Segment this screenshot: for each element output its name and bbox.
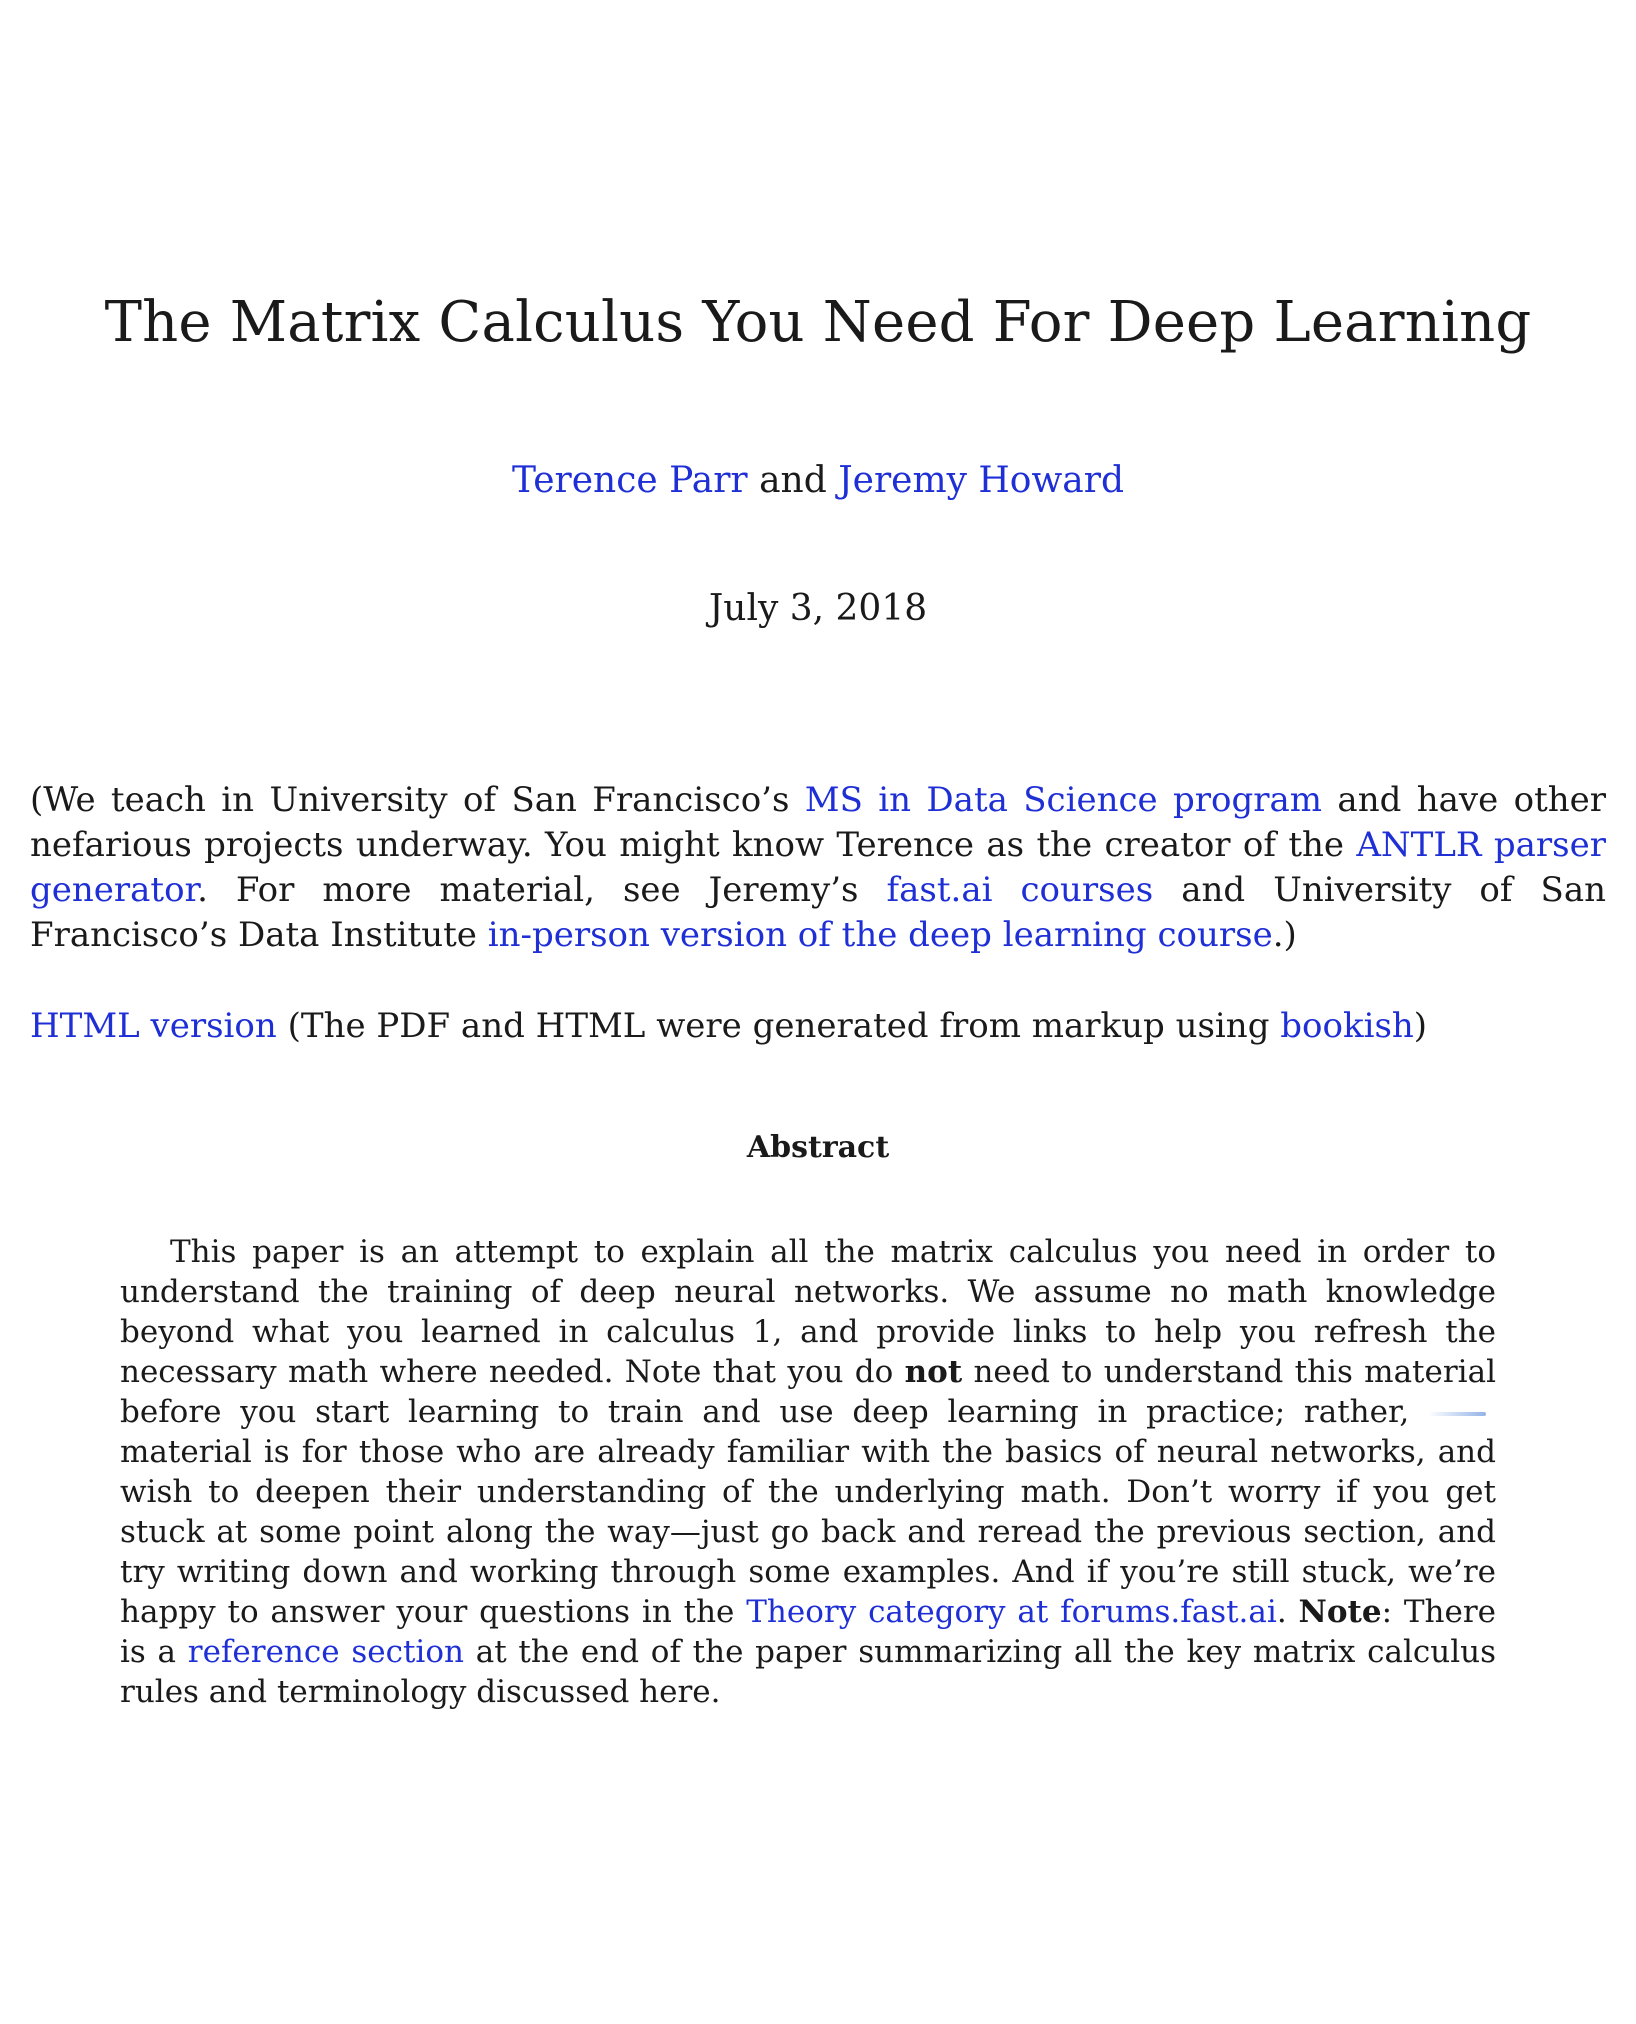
author-conjunction: and	[747, 460, 839, 501]
reference-section-link[interactable]: reference section	[187, 1634, 464, 1670]
abstract-text-6: at the end of the paper summarizing all the key matrix calculus rules and terminology discussed here.	[120, 1634, 1497, 1710]
ms-data-science-link[interactable]: MS in Data Science program	[804, 780, 1323, 820]
author-link-jeremy-howard[interactable]: Jeremy Howard	[838, 460, 1124, 501]
in-person-course-link[interactable]: in-person version of the deep learning course	[487, 915, 1273, 955]
intro-text-4: and University of San Francisco’s Data Institute	[30, 870, 1606, 955]
abstract-text-2: need to understand this material before you start learning to train and use deep learning in practice; rather,	[120, 1354, 1496, 1430]
html-version-link[interactable]: HTML version	[30, 1006, 277, 1046]
abstract-heading: Abstract	[746, 1130, 890, 1165]
paper-date: July 3, 2018	[708, 588, 928, 629]
intro-text-2: and have other nefarious projects underway. You might know Terence as the creator of the	[30, 780, 1606, 865]
fastai-courses-link[interactable]: fast.ai courses	[886, 870, 1154, 910]
intro-text-3: . For more material, see Jeremy’s	[197, 870, 887, 910]
intro-text-1: (We teach in University of San Francisco’s	[30, 780, 805, 820]
abstract-text-1: This paper is an attempt to explain all the matrix calculus you need in order to understand the training of deep neural networks. We assume no math knowledge beyond what you learned in calculus 1, and provide links to help you refresh the necessary math where needed. Note that you do	[120, 1234, 1496, 1390]
abstract-text-4: .	[1276, 1594, 1299, 1630]
html-line-text-2: )	[1413, 1006, 1428, 1046]
abstract-text-3: material is for those who are already familiar with the basics of neural networks, and wish to deepen their understanding of the underlying math. Don’t worry if you get stuck at some point along the way—just go back and reread the previous section, and try writing down and working through some examples. And if you’re still stuck, we’re happy to answer your questions in the	[120, 1434, 1496, 1630]
intro-paragraph	[30, 778, 1606, 958]
abstract-bold-note: Note	[1298, 1594, 1382, 1630]
author-line	[0, 460, 1636, 501]
bookish-link[interactable]: bookish	[1280, 1006, 1414, 1046]
html-line-text-1: (The PDF and HTML were generated from markup using	[276, 1006, 1281, 1046]
intro-text-5: .)	[1272, 915, 1297, 955]
paper-title: The Matrix Calculus You Need For Deep Learning	[104, 290, 1532, 355]
theory-forum-link[interactable]: Theory category at forums.fast.ai	[746, 1594, 1277, 1630]
abstract-body	[120, 1232, 1496, 1712]
abstract-text-5: : There is a	[120, 1594, 1496, 1670]
highlight-smudge	[1428, 1412, 1486, 1416]
author-link-terence-parr[interactable]: Terence Parr	[512, 460, 748, 501]
abstract-bold-not: not	[904, 1354, 963, 1390]
antlr-link[interactable]: ANTLR parser generator	[30, 825, 1607, 910]
html-version-line	[30, 1004, 1606, 1049]
